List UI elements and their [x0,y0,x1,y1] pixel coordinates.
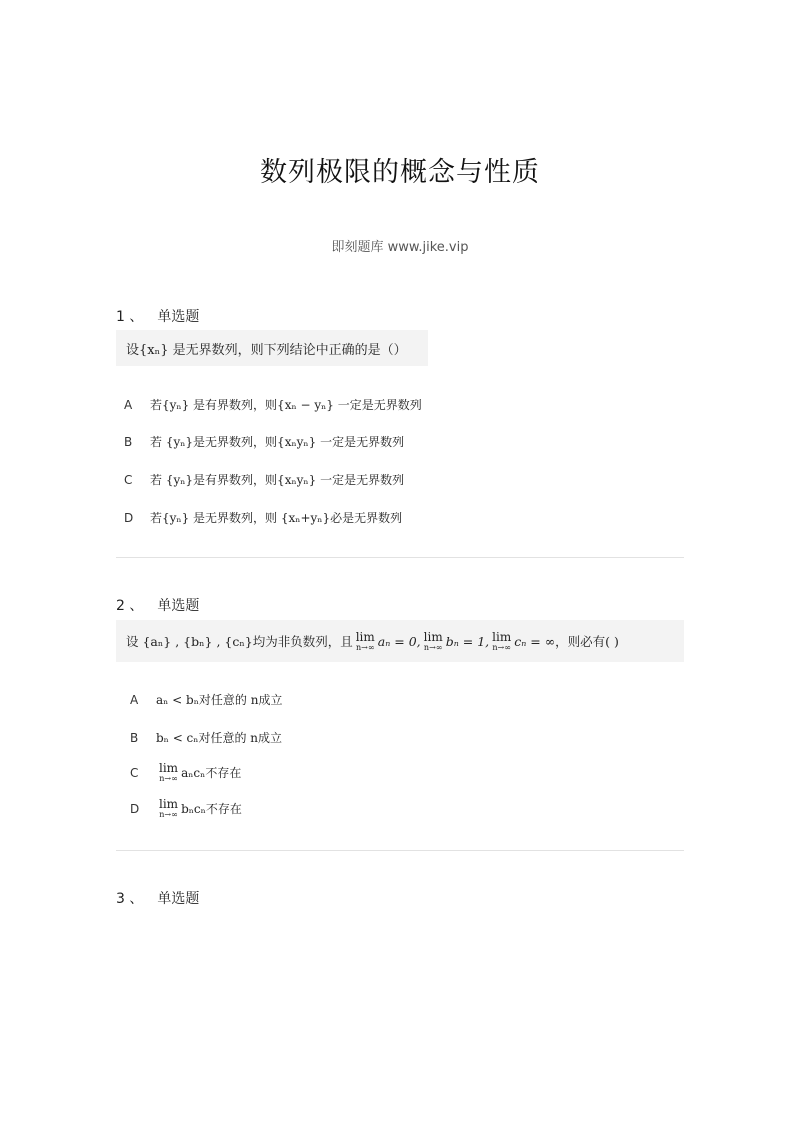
option-letter: D [130,801,140,816]
option-text: 若{yₙ} 是无界数列，则 {xₙ+yₙ}必是无界数列 [150,511,403,525]
limit-expression: lim n→∞ [492,629,512,652]
option-letter: A [124,397,133,412]
document-title: 数列极限的概念与性质 [260,157,540,188]
option-text: 若 {yₙ}是无界数列，则{xₙyₙ} 一定是无界数列 [150,435,405,449]
option-letter: D [124,510,134,525]
option-letter: A [130,692,139,707]
question-number: 1 、 [116,309,144,325]
option-letter: B [124,434,133,449]
question-2-header [116,595,199,615]
option-2d[interactable] [130,798,242,819]
question-number: 3 、 [116,891,144,907]
option-letter: B [130,730,139,745]
divider [116,557,684,558]
stem-text: cₙ = ∞ [514,633,556,649]
question-2-stem [116,620,684,662]
stem-text: aₙ = 0, [377,633,421,649]
option-2b[interactable] [130,729,282,746]
document-subtitle: 即刻题库 www.jike.vip [331,240,469,255]
limit-expression: lim n→∞ [159,761,179,783]
option-1b[interactable] [124,433,404,450]
question-type: 单选题 [157,891,200,907]
question-number: 2 、 [116,598,144,614]
option-letter: C [124,472,133,487]
option-1d[interactable] [124,509,402,526]
option-text: aₙ < bₙ对任意的 n成立 [156,693,283,707]
limit-expression: lim n→∞ [423,629,443,652]
option-text: bₙ < cₙ对任意的 n成立 [156,731,283,745]
option-2a[interactable] [130,691,282,708]
question-1-header [116,306,199,326]
limit-expression: lim n→∞ [159,797,179,819]
question-3-header [116,888,199,908]
limit-expression: lim n→∞ [355,629,375,652]
option-text: 若 {yₙ}是有界数列，则{xₙyₙ} 一定是无界数列 [150,473,405,487]
option-2c[interactable] [130,762,241,783]
option-letter: C [130,765,139,780]
option-text: aₙcₙ不存在 [181,766,242,780]
option-text: 若{yₙ} 是有界数列，则{xₙ − yₙ} 一定是无界数列 [150,398,422,412]
question-type: 单选题 [157,598,200,614]
question-1-stem: 设{xₙ} 是无界数列，则下列结论中正确的是（） [116,330,428,366]
divider [116,850,684,851]
question-type: 单选题 [157,309,200,325]
stem-text: ，则必有( ) [555,634,619,649]
stem-text: 设 {aₙ} , {bₙ} , {cₙ}均为非负数列，且 [126,634,353,649]
option-1a[interactable] [124,396,422,413]
option-1c[interactable] [124,471,404,488]
stem-text: bₙ = 1, [445,633,490,649]
option-text: bₙcₙ不存在 [181,802,242,816]
